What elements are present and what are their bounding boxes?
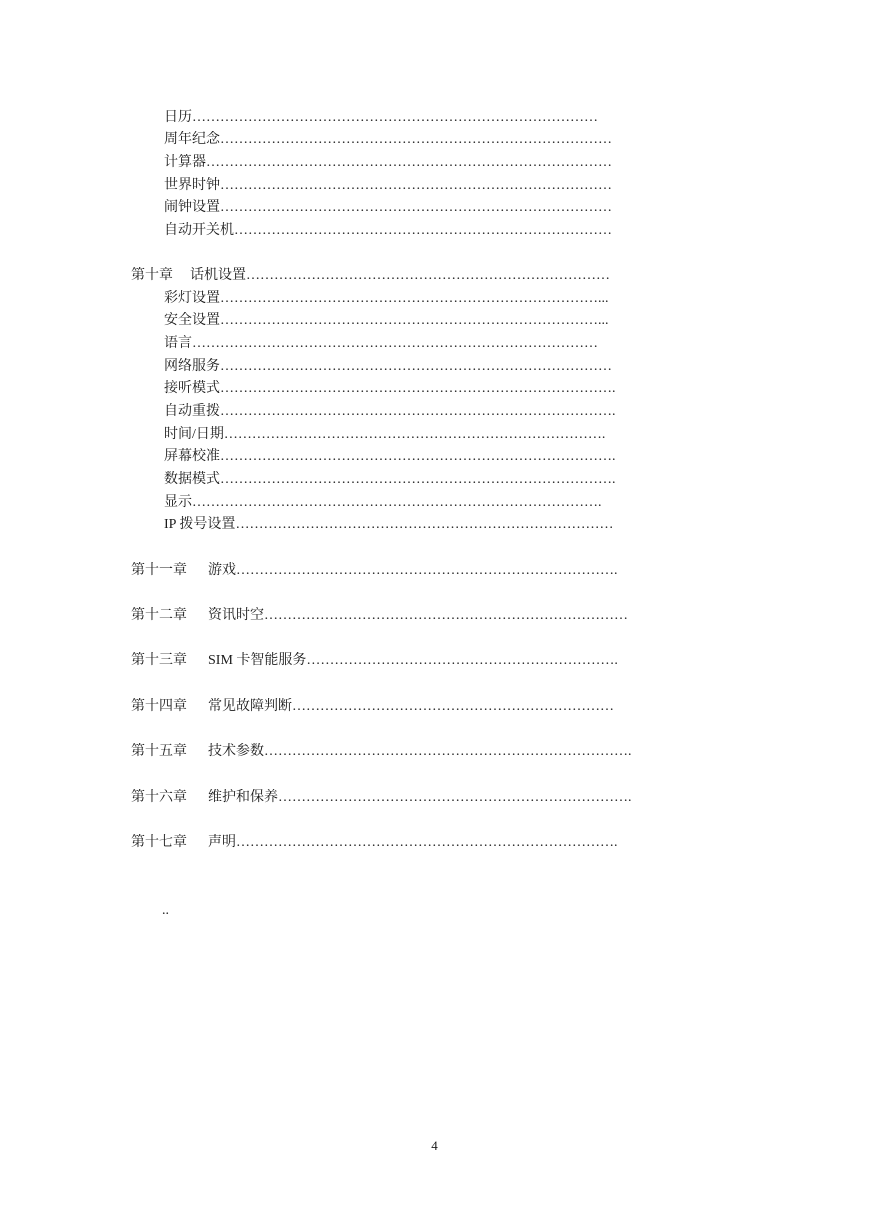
toc-entry-label: 屏幕校准 [164, 449, 220, 464]
toc-leader: …………………………………………………………………………. [220, 381, 616, 396]
toc-leader: ………………………………………………………………………. [223, 427, 606, 442]
toc-leader: …………………………………………………………………………. [220, 472, 616, 487]
toc-chapter-13[interactable] [131, 652, 658, 670]
stray-mark: .. [162, 903, 169, 918]
toc-chapter-12[interactable] [131, 607, 654, 625]
toc-leader: ………………………………………………………………………… [220, 200, 612, 215]
toc-entry-label: 世界时钟 [164, 178, 220, 193]
toc-entry-time-date[interactable] [164, 426, 658, 444]
toc-leader: …………………………………………………………………………. [220, 449, 616, 464]
toc-entry-label: 彩灯设置 [164, 291, 220, 306]
toc-chapter-16[interactable] [131, 789, 658, 807]
chapter-number: 第十七章 [131, 835, 187, 850]
toc-entry-auto-power[interactable] [164, 222, 654, 240]
chapter-title: 声明 [208, 835, 236, 850]
chapter-title: 常见故障判断 [208, 699, 292, 714]
toc-leader: …………………………………………………………………. [278, 790, 632, 805]
toc-entry-led-settings[interactable] [164, 290, 654, 308]
toc-leader: ……………………………………………………………………………. [192, 495, 602, 510]
toc-entry-screen-calibration[interactable] [164, 448, 658, 466]
toc-leader: …………………………………………………………. [306, 653, 618, 668]
chapter-number: 第十三章 [131, 653, 187, 668]
toc-entry-auto-redial[interactable] [164, 403, 658, 421]
toc-entry-answer-mode[interactable] [164, 380, 658, 398]
toc-leader: …………………………………………………………………………… [192, 110, 598, 125]
toc-leader: ……………………………………………………………………. [264, 744, 632, 759]
toc-entry-label: 日历 [164, 110, 192, 125]
toc-leader: …………………………………………………………………… [246, 268, 610, 283]
toc-chapter-10[interactable] [131, 267, 654, 285]
toc-entry-world-clock[interactable] [164, 177, 654, 195]
toc-leader: …………………………………………………………………………… [206, 155, 612, 170]
chapter-number: 第十一章 [131, 563, 187, 578]
toc-leader: ………………………………………………………………………... [220, 313, 609, 328]
toc-chapter-14[interactable] [131, 698, 654, 716]
toc-chapter-15[interactable] [131, 743, 658, 761]
chapter-number: 第十五章 [131, 744, 187, 759]
chapter-title: 维护和保养 [208, 790, 278, 805]
toc-entry-calculator[interactable] [164, 154, 654, 172]
toc-entry-data-mode[interactable] [164, 471, 658, 489]
toc-leader: ……………………………………………………………………… [234, 223, 612, 238]
chapter-title: 资讯时空 [208, 608, 264, 623]
toc-entry-network-services[interactable] [164, 358, 654, 376]
toc-entry-security-settings[interactable] [164, 312, 654, 330]
chapter-title: 游戏 [208, 563, 236, 578]
chapter-title: 话机设置 [190, 268, 246, 283]
toc-entry-label: 自动开关机 [164, 223, 234, 238]
chapter-number: 第十二章 [131, 608, 187, 623]
chapter-number: 第十四章 [131, 699, 187, 714]
toc-entry-label: IP 拨号设置 [164, 517, 236, 532]
chapter-title: 技术参数 [208, 744, 264, 759]
toc-entry-alarm-settings[interactable] [164, 199, 654, 217]
toc-entry-label: 安全设置 [164, 313, 220, 328]
toc-leader: ……………………………………………………………………… [235, 517, 614, 532]
toc-leader: ………………………………………………………………………... [220, 291, 609, 306]
toc-leader: …………………………………………………………… [292, 699, 614, 714]
toc-leader: …………………………………………………………………………… [192, 336, 598, 351]
toc-entry-label: 网络服务 [164, 359, 220, 374]
toc-leader: ………………………………………………………………………… [220, 132, 612, 147]
toc-entry-label: 闹钟设置 [164, 200, 220, 215]
toc-entry-language[interactable] [164, 335, 654, 353]
toc-entry-label: 计算器 [164, 155, 206, 170]
toc-leader: …………………………………………………………………………. [220, 404, 616, 419]
toc-entry-ip-dial-settings[interactable] [164, 516, 658, 534]
chapter-number: 第十章 [131, 268, 173, 283]
page-number: 4 [431, 1138, 438, 1153]
toc-entry-label: 语言 [164, 336, 192, 351]
chapter-title: SIM 卡智能服务 [208, 653, 307, 668]
toc-leader: ………………………………………………………………………… [220, 359, 612, 374]
toc-entry-label: 数据模式 [164, 472, 220, 487]
toc-entry-label: 显示 [164, 495, 192, 510]
toc-leader: ………………………………………………………………………. [236, 835, 618, 850]
toc-entry-label: 周年纪念 [164, 132, 220, 147]
toc-leader: ………………………………………………………………………… [220, 178, 612, 193]
toc-entry-label: 自动重拨 [164, 404, 220, 419]
toc-entry-label: 时间/日期 [164, 427, 224, 442]
toc-entry-calendar[interactable] [164, 109, 654, 127]
toc-chapter-11[interactable] [131, 562, 658, 580]
toc-chapter-17[interactable] [131, 834, 658, 852]
toc-entry-display[interactable] [164, 494, 658, 512]
toc-leader: ………………………………………………………………………. [236, 563, 618, 578]
toc-entry-anniversary[interactable] [164, 131, 654, 149]
toc-entry-label: 接听模式 [164, 381, 220, 396]
toc-leader: …………………………………………………………………… [264, 608, 628, 623]
chapter-number: 第十六章 [131, 790, 187, 805]
